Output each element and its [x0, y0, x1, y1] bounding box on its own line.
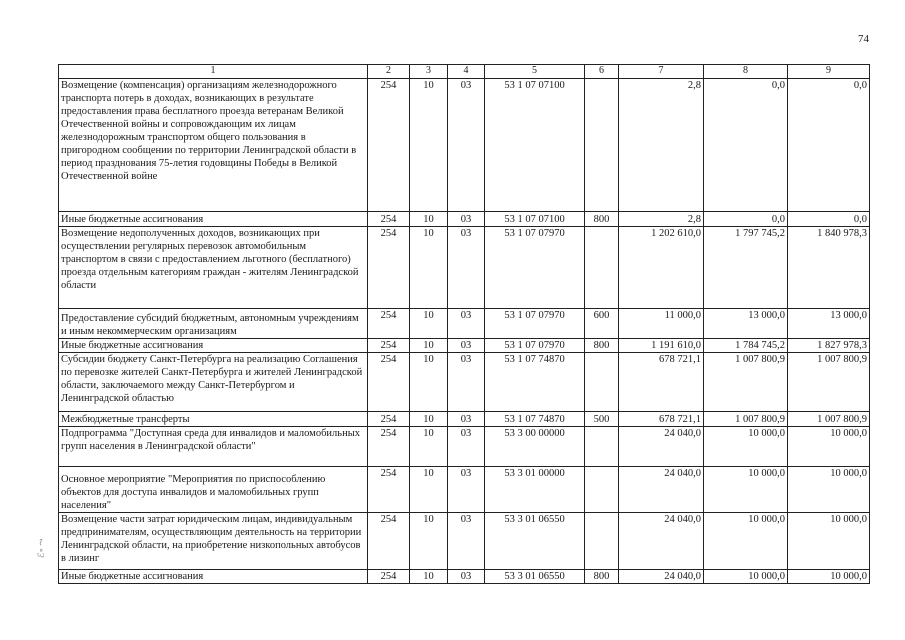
cell-subsection: 03 [448, 513, 485, 570]
cell-amount-3: 10 000,0 [788, 427, 870, 467]
column-header: 9 [788, 65, 870, 79]
cell-target-article: 53 1 07 74870 [485, 353, 585, 412]
cell-amount-2: 1 007 800,9 [704, 353, 788, 412]
cell-amount-1: 24 040,0 [619, 467, 704, 513]
table-row [59, 467, 870, 513]
margin-handwritten-marks: ℰ∘ ⤳ [36, 538, 46, 558]
cell-expense-type: 800 [585, 570, 619, 584]
cell-amount-3: 0,0 [788, 79, 870, 212]
cell-amount-1: 2,8 [619, 212, 704, 227]
cell-amount-3: 10 000,0 [788, 513, 870, 570]
page-number: 74 [858, 33, 869, 45]
cell-admin-code: 254 [368, 79, 410, 212]
cell-section: 10 [410, 353, 448, 412]
row-description: Иные бюджетные ассигнования [59, 212, 368, 227]
table-row [59, 570, 870, 584]
cell-amount-3: 0,0 [788, 212, 870, 227]
cell-amount-3: 1 007 800,9 [788, 412, 870, 427]
cell-section: 10 [410, 427, 448, 467]
table-row [59, 339, 870, 353]
row-description: Предоставление субсидий бюджетным, автономным учреждениям и иным некоммерческим организациям [59, 309, 368, 339]
column-header: 5 [485, 65, 585, 79]
cell-admin-code: 254 [368, 339, 410, 353]
cell-admin-code: 254 [368, 309, 410, 339]
table-row [59, 353, 870, 412]
cell-amount-3: 1 007 800,9 [788, 353, 870, 412]
cell-amount-3: 10 000,0 [788, 570, 870, 584]
cell-amount-1: 24 040,0 [619, 570, 704, 584]
column-header: 2 [368, 65, 410, 79]
cell-admin-code: 254 [368, 227, 410, 309]
cell-expense-type: 500 [585, 412, 619, 427]
cell-target-article: 53 3 00 00000 [485, 427, 585, 467]
row-description: Возмещение недополученных доходов, возникающих при осуществлении регулярных перевозок автомобильным транспортом в связи с предоставлением льготного (бесплатного) проезда отдельным категориям граждан - жителям Ленинградской области [59, 227, 368, 309]
cell-amount-1: 2,8 [619, 79, 704, 212]
cell-target-article: 53 1 07 07970 [485, 339, 585, 353]
cell-subsection: 03 [448, 339, 485, 353]
cell-section: 10 [410, 412, 448, 427]
row-description: Подпрограмма "Доступная среда для инвалидов и маломобильных групп населения в Ленинградской области" [59, 427, 368, 467]
cell-target-article: 53 3 01 00000 [485, 467, 585, 513]
cell-subsection: 03 [448, 570, 485, 584]
row-description: Иные бюджетные ассигнования [59, 570, 368, 584]
table-header-row [59, 65, 870, 79]
table-row [59, 309, 870, 339]
cell-section: 10 [410, 309, 448, 339]
cell-amount-1: 678 721,1 [619, 353, 704, 412]
cell-admin-code: 254 [368, 513, 410, 570]
cell-amount-2: 1 007 800,9 [704, 412, 788, 427]
table-row [59, 79, 870, 212]
cell-target-article: 53 3 01 06550 [485, 570, 585, 584]
cell-expense-type [585, 427, 619, 467]
cell-section: 10 [410, 513, 448, 570]
cell-subsection: 03 [448, 467, 485, 513]
column-header: 8 [704, 65, 788, 79]
cell-section: 10 [410, 467, 448, 513]
cell-amount-1: 24 040,0 [619, 513, 704, 570]
cell-admin-code: 254 [368, 467, 410, 513]
row-description: Основное мероприятие "Мероприятия по приспособлению объектов для доступа инвалидов и маломобильных групп населения" [59, 467, 368, 513]
column-header: 3 [410, 65, 448, 79]
table-row [59, 227, 870, 309]
cell-subsection: 03 [448, 309, 485, 339]
row-description: Возмещение (компенсация) организациям железнодорожного транспорта потерь в доходах, возникающих в результате предоставления права бесплатного проезда ветеранам Великой Отечественной войны и сопровождающим их лицам железнодорожным транспортом общего пользования в пригородном сообщении по территории Ленинградской области в период празднования 75-летия годовщины Победы в Великой Отечественной войне [59, 79, 368, 212]
cell-admin-code: 254 [368, 353, 410, 412]
cell-amount-1: 1 191 610,0 [619, 339, 704, 353]
cell-subsection: 03 [448, 79, 485, 212]
cell-admin-code: 254 [368, 412, 410, 427]
cell-section: 10 [410, 79, 448, 212]
cell-target-article: 53 1 07 74870 [485, 412, 585, 427]
cell-subsection: 03 [448, 212, 485, 227]
cell-section: 10 [410, 339, 448, 353]
cell-target-article: 53 1 07 07100 [485, 79, 585, 212]
cell-amount-3: 10 000,0 [788, 467, 870, 513]
cell-expense-type [585, 513, 619, 570]
row-description: Возмещение части затрат юридическим лицам, индивидуальным предпринимателям, осуществляющим деятельность на территории Ленинградской области, на приобретение низкопольных автобусов в лизинг [59, 513, 368, 570]
cell-section: 10 [410, 212, 448, 227]
cell-expense-type: 800 [585, 339, 619, 353]
cell-admin-code: 254 [368, 570, 410, 584]
cell-section: 10 [410, 227, 448, 309]
table-row [59, 212, 870, 227]
cell-section: 10 [410, 570, 448, 584]
cell-amount-3: 13 000,0 [788, 309, 870, 339]
cell-amount-3: 1 827 978,3 [788, 339, 870, 353]
cell-amount-2: 1 784 745,2 [704, 339, 788, 353]
cell-subsection: 03 [448, 412, 485, 427]
table-row [59, 513, 870, 570]
cell-amount-2: 10 000,0 [704, 570, 788, 584]
cell-subsection: 03 [448, 427, 485, 467]
row-description: Иные бюджетные ассигнования [59, 339, 368, 353]
table-row [59, 412, 870, 427]
column-header: 7 [619, 65, 704, 79]
cell-target-article: 53 1 07 07100 [485, 212, 585, 227]
cell-expense-type [585, 467, 619, 513]
cell-target-article: 53 1 07 07970 [485, 227, 585, 309]
cell-amount-1: 11 000,0 [619, 309, 704, 339]
column-header: 1 [59, 65, 368, 79]
cell-amount-1: 678 721,1 [619, 412, 704, 427]
cell-amount-1: 1 202 610,0 [619, 227, 704, 309]
cell-amount-2: 0,0 [704, 212, 788, 227]
cell-target-article: 53 1 07 07970 [485, 309, 585, 339]
row-description: Межбюджетные трансферты [59, 412, 368, 427]
cell-admin-code: 254 [368, 212, 410, 227]
cell-amount-2: 10 000,0 [704, 427, 788, 467]
cell-amount-2: 10 000,0 [704, 513, 788, 570]
cell-amount-2: 10 000,0 [704, 467, 788, 513]
cell-expense-type [585, 227, 619, 309]
cell-target-article: 53 3 01 06550 [485, 513, 585, 570]
budget-table [58, 64, 870, 584]
table-row [59, 427, 870, 467]
cell-amount-2: 1 797 745,2 [704, 227, 788, 309]
cell-expense-type [585, 79, 619, 212]
cell-amount-2: 13 000,0 [704, 309, 788, 339]
cell-subsection: 03 [448, 353, 485, 412]
cell-subsection: 03 [448, 227, 485, 309]
row-description: Субсидии бюджету Санкт-Петербурга на реализацию Соглашения по перевозке жителей Санкт-Петербурга и жителей Ленинградской области, заключаемого между Санкт-Петербургом и Ленинградской областью [59, 353, 368, 412]
cell-amount-1: 24 040,0 [619, 427, 704, 467]
column-header: 6 [585, 65, 619, 79]
cell-amount-2: 0,0 [704, 79, 788, 212]
cell-expense-type [585, 353, 619, 412]
cell-amount-3: 1 840 978,3 [788, 227, 870, 309]
cell-expense-type: 800 [585, 212, 619, 227]
column-header: 4 [448, 65, 485, 79]
cell-expense-type: 600 [585, 309, 619, 339]
cell-admin-code: 254 [368, 427, 410, 467]
